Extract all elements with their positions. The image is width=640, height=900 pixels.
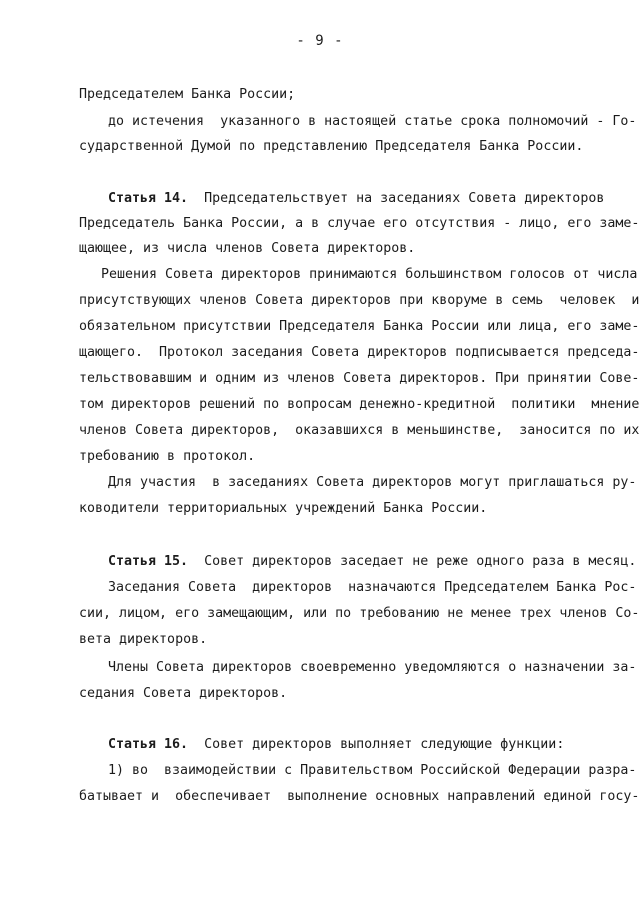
text-line: батывает и обеспечивает выполнение основных направлений единой госу-: [79, 789, 640, 804]
text-span: Председательствует на заседаниях Совета директоров: [204, 191, 605, 206]
text-span: Совет директоров выполняет следующие функции:: [204, 737, 565, 752]
text-line: Для участия в заседаниях Совета директоров могут приглашаться ру-: [108, 475, 637, 490]
text-line: присутствующих членов Совета директоров при кворуме в семь человек и: [79, 293, 640, 308]
article-14-first-line: [108, 190, 613, 207]
text-line: ководители территориальных учреждений Банка России.: [79, 501, 488, 516]
article-15-heading: Статья 15.: [108, 554, 197, 569]
article-14-first-line-text: [196, 190, 613, 207]
text-line: 1) во взаимодействии с Правительством Российской Федерации разра-: [108, 763, 637, 778]
text-line: требованию в протокол.: [79, 449, 256, 464]
article-16-first-line: [108, 736, 564, 753]
text-line: сударственной Думой по представлению Председателя Банка России.: [79, 139, 584, 154]
text-line: тельствовавшим и одним из членов Совета директоров. При принятии Сове-: [79, 371, 640, 386]
page-number: - 9 -: [296, 33, 344, 49]
text-line: вета директоров.: [79, 632, 208, 647]
article-15-first-line: [108, 553, 636, 570]
text-line: членов Совета директоров, оказавшихся в меньшинстве, заносится по их: [79, 423, 640, 438]
text-line: сии, лицом, его замещающим, или по требованию не менее трех членов Со-: [79, 606, 640, 621]
text-line: щающего. Протокол заседания Совета директоров подписывается председа-: [79, 345, 640, 360]
text-span: Совет директоров заседает не реже одного раза в месяц.: [204, 554, 637, 569]
text-line: Председатель Банка России, а в случае его отсутствия - лицо, его заме-: [79, 216, 640, 231]
text-line: Члены Совета директоров своевременно уведомляются о назначении за-: [108, 660, 637, 675]
text-line: том директоров решений по вопросам денежно-кредитной политики мнение: [79, 397, 640, 412]
text-line: обязательном присутствии Председателя Банка России или лица, его заме-: [79, 319, 640, 334]
text-line: Решения Совета директоров принимаются большинством голосов от числа: [101, 267, 638, 282]
article-16-heading: Статья 16.: [108, 737, 197, 752]
text-line: до истечения указанного в настоящей статье срока полномочий - Го-: [108, 114, 637, 129]
text-line: Председателем Банка России;: [79, 87, 296, 102]
article-14-heading: Статья 14.: [108, 191, 197, 206]
text-line: щающее, из числа членов Совета директоров.: [79, 241, 416, 256]
text-line: Заседания Совета директоров назначаются Председателем Банка Рос-: [108, 580, 637, 595]
text-line: седания Совета директоров.: [79, 686, 288, 701]
